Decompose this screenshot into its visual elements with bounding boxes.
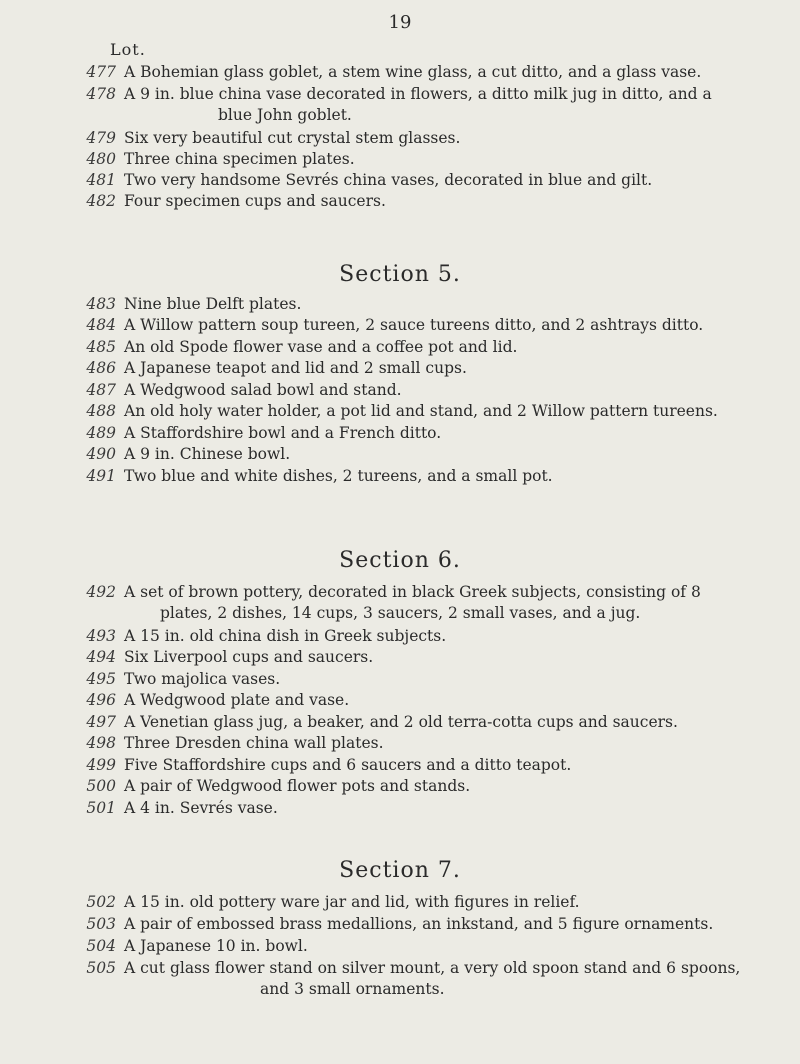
lot-column-label: Lot. <box>110 40 146 59</box>
lot-number: 485 <box>86 338 116 356</box>
lot-number: 500 <box>86 777 116 795</box>
lot-number: 491 <box>86 467 116 485</box>
lot-item <box>82 84 782 104</box>
lot-description-continuation: blue John goblet. <box>218 106 352 124</box>
lot-item <box>82 733 782 753</box>
lot-description: A 15 in. old pottery ware jar and lid, with figures in relief. <box>124 893 580 911</box>
lot-description: Five Staffordshire cups and 6 saucers and a ditto teapot. <box>124 756 572 774</box>
lot-item <box>82 776 782 796</box>
lot-number: 483 <box>86 295 116 313</box>
lot-description: A Japanese 10 in. bowl. <box>124 937 308 955</box>
lot-description: Six Liverpool cups and saucers. <box>124 648 374 666</box>
lot-item <box>82 191 782 211</box>
lot-item <box>82 466 782 486</box>
lot-item <box>82 669 782 689</box>
lot-item <box>82 358 782 378</box>
lot-item <box>82 892 782 912</box>
lot-item <box>82 712 782 732</box>
lot-description: A Wedgwood salad bowl and stand. <box>124 381 402 399</box>
lot-description: A Willow pattern soup tureen, 2 sauce tureens ditto, and 2 ashtrays ditto. <box>124 316 704 334</box>
lot-item <box>82 337 782 357</box>
lot-description: Two majolica vases. <box>124 670 281 688</box>
lot-number: 478 <box>86 85 116 103</box>
lot-number: 488 <box>86 402 116 420</box>
section-title: Section 5. <box>339 262 461 287</box>
lot-description: Six very beautiful cut crystal stem glasses. <box>124 129 461 147</box>
lot-description: A Staffordshire bowl and a French ditto. <box>124 424 442 442</box>
lot-number: 501 <box>86 799 116 817</box>
lot-description: Nine blue Delft plates. <box>124 295 302 313</box>
lot-number: 497 <box>86 713 116 731</box>
lot-description: A Bohemian glass goblet, a stem wine glass, a cut ditto, and a glass vase. <box>124 63 702 81</box>
lot-item <box>82 690 782 710</box>
lot-description: Four specimen cups and saucers. <box>124 192 386 210</box>
lot-item <box>82 914 782 934</box>
lot-description: A Japanese teapot and lid and 2 small cups. <box>124 359 467 377</box>
lot-description: A Venetian glass jug, a beaker, and 2 old terra-cotta cups and saucers. <box>124 713 678 731</box>
lot-number: 495 <box>86 670 116 688</box>
section-title: Section 6. <box>339 548 461 573</box>
section-title: Section 7. <box>339 858 461 883</box>
lot-item <box>82 128 782 148</box>
lot-item <box>82 62 782 82</box>
lot-description: A 9 in. blue china vase decorated in flowers, a ditto milk jug in ditto, and a <box>124 85 712 103</box>
lot-item <box>82 380 782 400</box>
lot-number: 481 <box>86 171 116 189</box>
lot-description: A pair of Wedgwood flower pots and stands. <box>124 777 471 795</box>
lot-item <box>82 755 782 775</box>
lot-item <box>82 626 782 646</box>
lot-item <box>82 401 782 421</box>
lot-number: 490 <box>86 445 116 463</box>
lot-number: 492 <box>86 583 116 601</box>
lot-description: A cut glass flower stand on silver mount, a very old spoon stand and 6 spoons, <box>124 959 741 977</box>
lot-item <box>82 149 782 169</box>
lot-number: 486 <box>86 359 116 377</box>
lot-number: 479 <box>86 129 116 147</box>
lot-number: 502 <box>86 893 116 911</box>
lot-description: An old holy water holder, a pot lid and stand, and 2 Willow pattern tureens. <box>124 402 718 420</box>
lot-number: 489 <box>86 424 116 442</box>
lot-number: 480 <box>86 150 116 168</box>
lot-description: Two very handsome Sevrés china vases, decorated in blue and gilt. <box>124 171 653 189</box>
lot-description: Three china specimen plates. <box>124 150 355 168</box>
lot-item <box>82 958 782 978</box>
lot-number: 503 <box>86 915 116 933</box>
lot-description: A 9 in. Chinese bowl. <box>124 445 291 463</box>
lot-number: 498 <box>86 734 116 752</box>
lot-number: 482 <box>86 192 116 210</box>
lot-number: 496 <box>86 691 116 709</box>
page-number: 19 <box>388 12 412 33</box>
lot-description: Three Dresden china wall plates. <box>124 734 384 752</box>
lot-description: A 15 in. old china dish in Greek subjects. <box>124 627 447 645</box>
lot-description: An old Spode flower vase and a coffee pot and lid. <box>124 338 518 356</box>
lot-item <box>82 170 782 190</box>
lot-number: 499 <box>86 756 116 774</box>
lot-item <box>82 315 782 335</box>
lot-number: 493 <box>86 627 116 645</box>
lot-number: 487 <box>86 381 116 399</box>
lot-description: A set of brown pottery, decorated in black Greek subjects, consisting of 8 <box>124 583 701 601</box>
lot-item <box>82 647 782 667</box>
lot-item <box>82 294 782 314</box>
lot-description: A pair of embossed brass medallions, an inkstand, and 5 figure ornaments. <box>124 915 714 933</box>
lot-description: Two blue and white dishes, 2 tureens, and a small pot. <box>124 467 553 485</box>
lot-description-continuation: and 3 small ornaments. <box>260 980 445 998</box>
lot-number: 504 <box>86 937 116 955</box>
lot-number: 505 <box>86 959 116 977</box>
lot-item <box>82 936 782 956</box>
lot-description-continuation: plates, 2 dishes, 14 cups, 3 saucers, 2 small vases, and a jug. <box>160 604 641 622</box>
lot-description: A Wedgwood plate and vase. <box>124 691 350 709</box>
lot-item <box>82 423 782 443</box>
lot-number: 494 <box>86 648 116 666</box>
lot-number: 477 <box>86 63 116 81</box>
lot-description: A 4 in. Sevrés vase. <box>124 799 278 817</box>
lot-number: 484 <box>86 316 116 334</box>
lot-item <box>82 444 782 464</box>
lot-item <box>82 582 782 602</box>
lot-item <box>82 798 782 818</box>
